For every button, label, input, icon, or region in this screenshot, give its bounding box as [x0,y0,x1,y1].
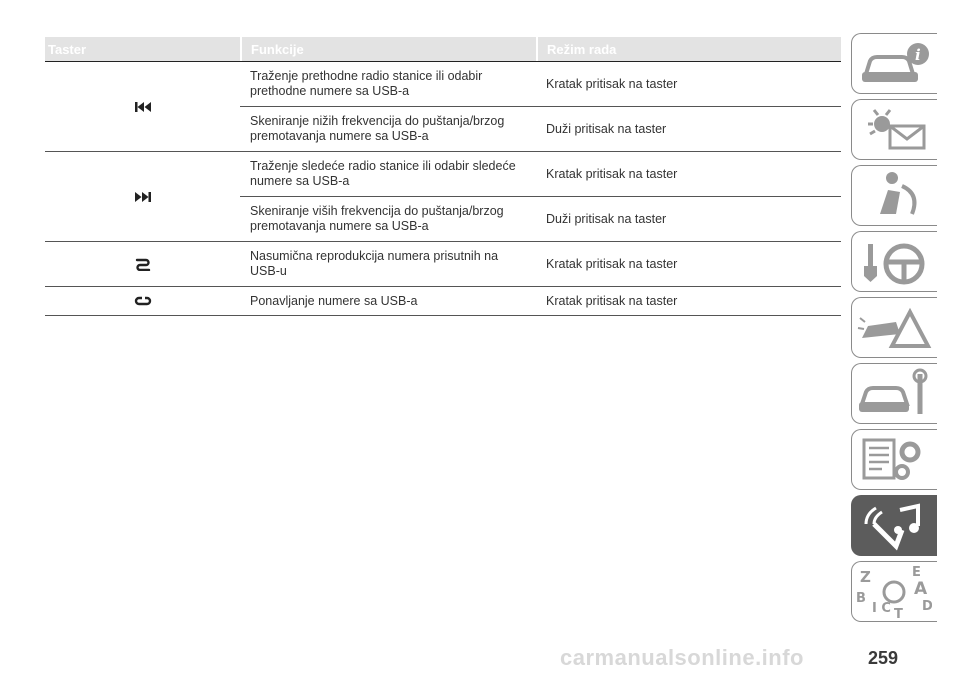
tab-car-info[interactable] [851,33,937,94]
table-group-shuffle [45,242,841,287]
tab-warning-lights[interactable] [851,99,937,160]
svg-text:I C: I C [872,601,891,616]
page-number: 259 [868,648,899,668]
shuffle-icon [135,257,151,271]
car-info-icon [852,34,932,92]
table-row [240,62,841,106]
function-text: Ponavljanje numere sa USB-a [250,293,418,308]
header-rezim-rada: Režim rada [536,37,841,61]
mode-text: Duži pritisak na taster [546,211,667,226]
table-row [240,152,841,196]
watermark: carmanualsonline.info [560,645,804,670]
tab-multimedia[interactable] [851,495,937,556]
header-taster: Taster [48,41,87,57]
tab-emergency[interactable] [851,297,937,358]
tab-maintenance[interactable] [851,363,937,424]
warning-lights-icon [852,100,932,158]
mode-text: Kratak pritisak na taster [546,256,678,271]
tab-starting-driving[interactable] [851,231,937,292]
next-track-icon [134,191,152,203]
key-cell [45,152,240,241]
key-cell [45,287,240,315]
table-row [240,196,841,241]
tab-technical-data[interactable] [851,429,937,490]
mode-text: Kratak pritisak na taster [546,76,678,91]
mode-text: Kratak pritisak na taster [546,293,678,308]
table-row [240,287,841,315]
table-row [240,242,841,286]
alphabetical-index-icon [852,562,932,620]
table-group-next [45,152,841,242]
svg-text:Z: Z [860,568,871,586]
mode-text: Kratak pritisak na taster [546,166,678,181]
safety-airbag-icon [852,166,932,224]
mode-text: Duži pritisak na taster [546,121,667,136]
tab-index[interactable] [851,561,937,622]
svg-text:T: T [894,607,903,620]
function-text: Skeniranje viših frekvencija do puštanja/brzog premotavanja numere sa USB-a [250,204,504,233]
svg-text:E: E [912,565,921,580]
tab-safety[interactable] [851,165,937,226]
key-cell [45,242,240,286]
steering-wheel-key-icon [852,232,932,290]
multimedia-icon [852,496,932,554]
function-text: Nasumična reprodukcija numera prisutnih na USB-u [250,249,499,278]
function-text: Traženje sledeće radio stanice ili odabir sledeće numere sa USB-a [250,159,516,188]
svg-text:i: i [915,46,921,64]
key-cell [45,62,240,151]
car-accident-icon [852,298,932,356]
technical-data-icon [852,430,932,488]
controls-table [45,37,841,316]
function-text: Traženje prethodne radio stanice ili odabir prethodne numere sa USB-a [250,69,483,98]
svg-text:D: D [922,599,932,614]
table-group-previous [45,62,841,152]
car-maintenance-icon [852,364,932,422]
header-funkcije: Funkcije [240,37,536,61]
previous-track-icon [134,101,152,113]
repeat-icon [134,296,152,306]
svg-text:B: B [856,591,866,606]
function-text: Skeniranje nižih frekvencija do puštanja/brzog premotavanja numere sa USB-a [250,114,505,143]
svg-text:A: A [914,579,928,599]
table-row [240,106,841,151]
table-group-repeat [45,287,841,316]
table-header [45,37,841,62]
